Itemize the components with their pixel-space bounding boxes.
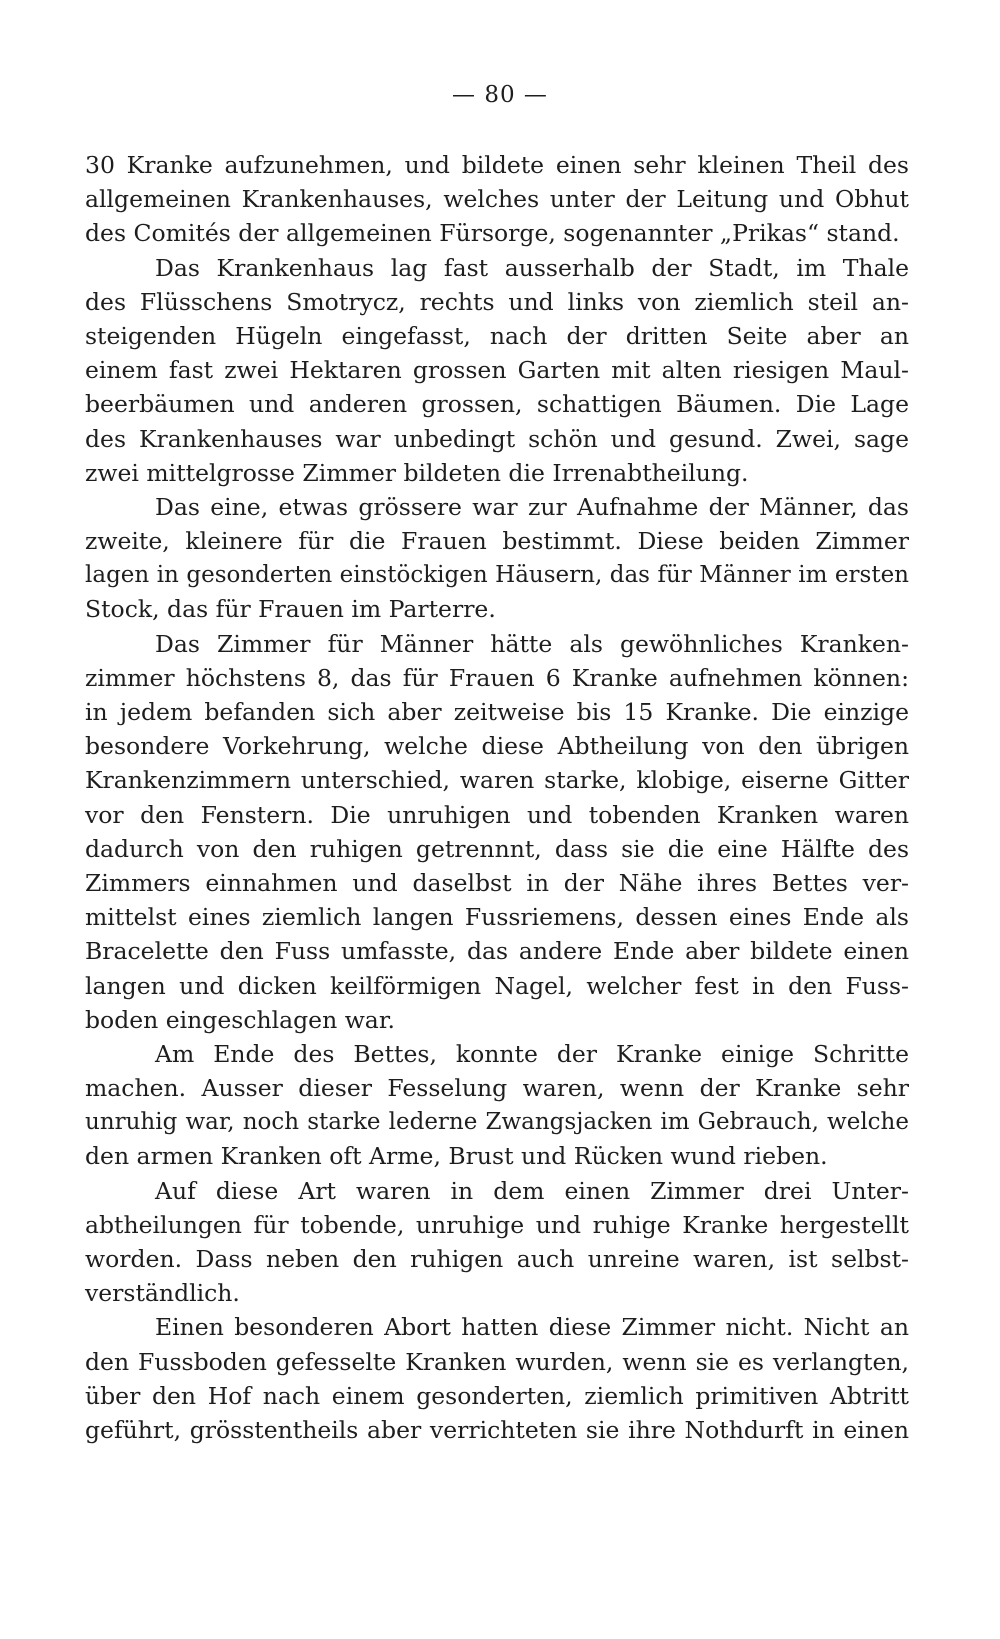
text-line: dadurch von den ruhigen getrennnt, dass sie die eine Hälfte des — [85, 834, 909, 863]
text-line: mittelst eines ziemlich langen Fussriemens, dessen eines Ende als — [85, 903, 909, 932]
text-line: besondere Vorkehrung, welche diese Abtheilung von den übrigen — [85, 732, 909, 761]
text-line: Zimmers einnahmen und daselbst in der Nähe ihres Bettes ver- — [85, 868, 909, 897]
text-line: Bracelette den Fuss umfasste, das andere Ende aber bildete einen — [85, 937, 909, 966]
text-line: machen. Ausser dieser Fesselung waren, wenn der Kranke sehr — [85, 1074, 909, 1103]
body-text — [85, 148, 909, 1447]
text-line: worden. Dass neben den ruhigen auch unreine waren, ist selbst- — [85, 1245, 909, 1273]
text-line: des Comités der allgemeinen Fürsorge, sogenannter „Prikas“ stand. — [85, 219, 900, 248]
text-line: geführt, grösstentheils aber verrichteten sie ihre Nothdurft in einen — [85, 1415, 909, 1444]
text-line: Das Krankenhaus lag fast ausserhalb der Stadt, im Thale — [155, 253, 909, 282]
text-line: unruhig war, noch starke lederne Zwangsjacken im Gebrauch, welche — [85, 1109, 909, 1136]
text-line: steigenden Hügeln eingefasst, nach der dritten Seite aber an — [85, 321, 909, 350]
text-line: über den Hof nach einem gesonderten, ziemlich primitiven Abtritt — [85, 1381, 909, 1410]
page-number: — 80 — — [452, 82, 548, 108]
text-line: Am Ende des Bettes, konnte der Kranke einige Schritte — [155, 1039, 909, 1068]
text-line: langen und dicken keilförmigen Nagel, welcher fest in den Fuss- — [85, 971, 909, 1000]
text-line: zwei mittelgrosse Zimmer bildeten die Irrenabtheilung. — [85, 458, 749, 487]
text-line: beerbäumen und anderen grossen, schattigen Bäumen. Die Lage — [85, 390, 909, 419]
text-line: den armen Kranken oft Arme, Brust und Rücken wund rieben. — [85, 1142, 828, 1171]
text-line: einem fast zwei Hektaren grossen Garten mit alten riesigen Maul- — [85, 356, 909, 385]
text-line: allgemeinen Krankenhauses, welches unter der Leitung und Obhut — [85, 185, 909, 214]
text-line: Das Zimmer für Männer hätte als gewöhnliches Kranken- — [155, 629, 909, 658]
text-line: abtheilungen für tobende, unruhige und ruhige Kranke hergestellt — [85, 1210, 909, 1239]
text-line: Einen besonderen Abort hatten diese Zimmer nicht. Nicht an — [155, 1313, 909, 1342]
text-line: des Flüsschens Smotrycz, rechts und links von ziemlich steil an- — [85, 287, 909, 316]
text-line: 30 Kranke aufzunehmen, und bildete einen sehr kleinen Theil des — [85, 151, 909, 179]
text-line: zweite, kleinere für die Frauen bestimmt. Diese beiden Zimmer — [85, 527, 909, 556]
text-line: Das eine, etwas grössere war zur Aufnahme der Männer, das — [155, 492, 909, 521]
text-line: Stock, das für Frauen im Parterre. — [85, 595, 496, 624]
text-line: verständlich. — [85, 1279, 240, 1308]
text-line: lagen in gesonderten einstöckigen Häusern, das für Männer im ersten — [85, 562, 909, 589]
text-line: Auf diese Art waren in dem einen Zimmer drei Unter- — [155, 1176, 909, 1205]
text-line: des Krankenhauses war unbedingt schön und gesund. Zwei, sage — [85, 424, 909, 453]
text-line: den Fussboden gefesselte Kranken wurden, wenn sie es verlangten, — [85, 1347, 909, 1376]
text-line: vor den Fenstern. Die unruhigen und tobenden Kranken waren — [85, 800, 909, 829]
text-line: Krankenzimmern unterschied, waren starke, klobige, eiserne Gitter — [85, 766, 909, 795]
text-line: boden eingeschlagen war. — [85, 1005, 395, 1034]
text-line: in jedem befanden sich aber zeitweise bis 15 Kranke. Die einzige — [85, 698, 909, 726]
text-line: zimmer höchstens 8, das für Frauen 6 Kranke aufnehmen können: — [85, 663, 909, 692]
